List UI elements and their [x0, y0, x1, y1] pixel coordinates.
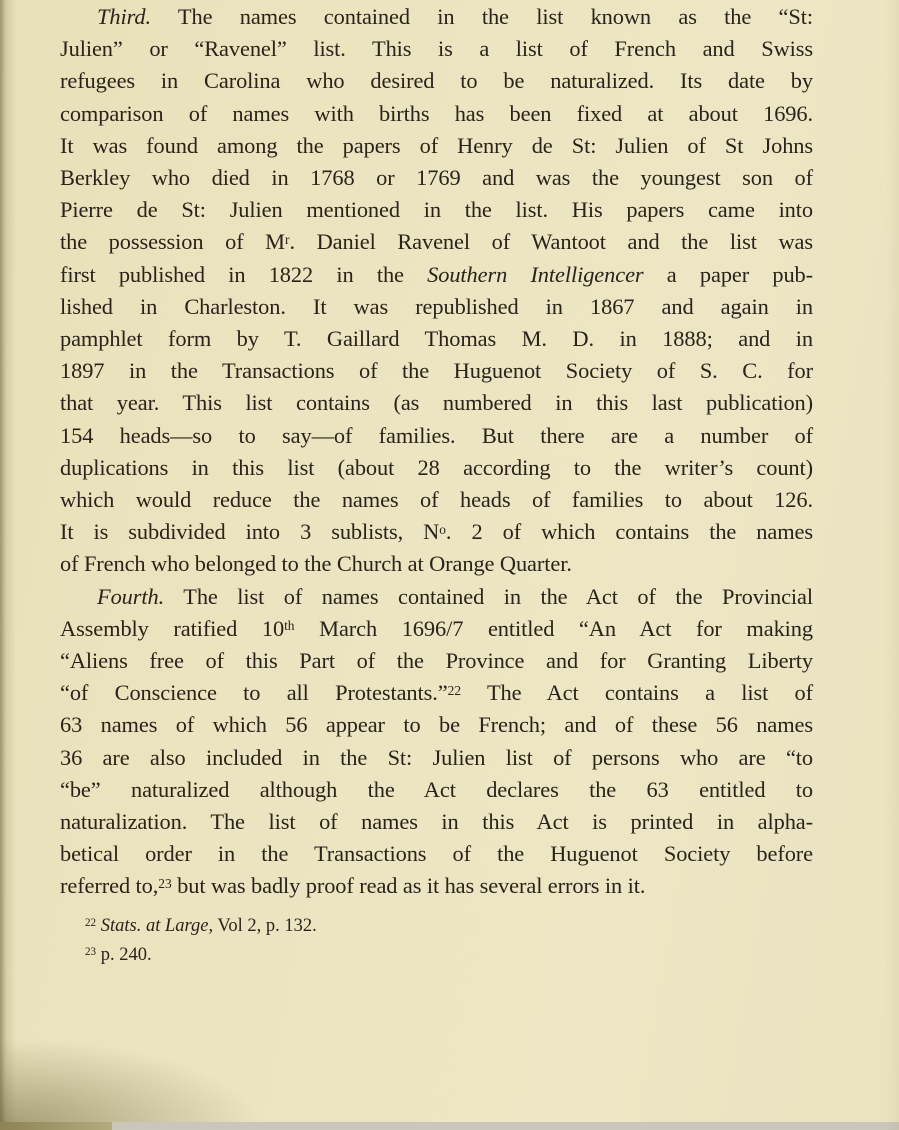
- text-line: [60, 548, 813, 580]
- text-segment: “be” naturalized although the Act declares the 63 entitled to: [60, 776, 813, 802]
- text-line: [60, 194, 813, 226]
- text-segment: refugees in Carolina who desired to be naturalized. Its date by: [60, 68, 813, 94]
- italic-text: Third.: [97, 4, 151, 29]
- text-line: [60, 130, 813, 162]
- text-line: [60, 98, 813, 130]
- text-segment: pamphlet form by T. Gaillard Thomas M. D. in 1888; and in: [60, 326, 813, 352]
- text-segment: naturalization. The list of names in this Act is printed in alpha-: [60, 809, 813, 835]
- text-segment: p. 240.: [96, 945, 152, 965]
- text-line: [60, 452, 813, 484]
- text-line: [60, 162, 813, 194]
- text-segment: duplications in this list (about 28 according to the writer’s count): [60, 454, 813, 480]
- text-line: [60, 645, 813, 677]
- superscript-text: r: [285, 231, 290, 247]
- text-line: [60, 870, 813, 902]
- text-segment: the possession of M: [60, 229, 285, 255]
- text-segment: Assembly ratified 10: [60, 615, 285, 641]
- text-segment: that year. This list contains (as numbered in this last publication): [60, 390, 813, 416]
- text-segment: The names contained in the list known as the “St:: [150, 4, 813, 29]
- text-segment: The list of names contained in the Act of the Provincial: [164, 583, 813, 609]
- text-segment: It is subdivided into 3 sublists, N: [60, 519, 440, 545]
- text-segment: lished in Charleston. It was republished in 1867 and again in: [60, 293, 813, 319]
- superscript-text: 23: [85, 946, 97, 959]
- text-line: [60, 742, 813, 774]
- text-line: [60, 323, 813, 355]
- footnote-line: [85, 941, 813, 970]
- text-segment: which would reduce the names of heads of families to about 126.: [60, 487, 813, 513]
- text-line: [60, 355, 813, 387]
- text-line: [60, 613, 813, 645]
- italic-text: Fourth.: [97, 583, 165, 609]
- page-right-edge-shade: [885, 0, 899, 1130]
- text-segment: of French who belonged to the Church at Orange Quarter.: [60, 551, 572, 577]
- text-segment: comparison of names with births has been fixed at about 1696.: [60, 100, 813, 126]
- page-spine-shadow: [0, 0, 16, 1130]
- text-line: [60, 581, 813, 613]
- text-line: [60, 677, 813, 709]
- superscript-text: 23: [158, 875, 172, 891]
- text-segment: 63 names of which 56 appear to be French; and of these 56 names: [60, 712, 813, 738]
- paragraph: [60, 1, 813, 581]
- superscript-text: 22: [85, 917, 97, 930]
- text-segment: a paper pub-: [643, 261, 814, 287]
- text-segment: referred to,: [60, 873, 159, 899]
- text-segment: March 1696/7 entitled “An Act for making: [294, 615, 813, 641]
- text-segment: “of Conscience to all Protestants.”: [60, 680, 448, 706]
- text-segment: Berkley who died in 1768 or 1769 and was the youngest son of: [60, 165, 813, 191]
- superscript-text: o: [439, 521, 446, 537]
- text-line: [60, 65, 813, 97]
- text-line: [60, 291, 813, 323]
- text-segment: , Vol 2, p. 132.: [208, 916, 317, 936]
- text-segment: but was badly proof read as it has several errors in it.: [171, 873, 646, 899]
- text-line: [60, 774, 813, 806]
- text-line: [60, 420, 813, 452]
- page-bottom-edge-dark: [0, 1122, 112, 1130]
- text-line: [60, 387, 813, 419]
- superscript-text: 22: [447, 682, 462, 698]
- text-segment: first published in 1822 in the: [60, 261, 428, 287]
- paragraph: [60, 581, 813, 903]
- text-segment: . 2 of which contains the names: [445, 519, 813, 545]
- text-line: [60, 806, 813, 838]
- text-line: [60, 259, 813, 291]
- text-segment: 154 heads—so to say—of families. But there are a number of: [60, 422, 813, 448]
- text-segment: The Act contains a list of: [461, 680, 813, 706]
- page-corner-vignette: [0, 1040, 260, 1130]
- italic-text: Stats. at Large: [100, 916, 209, 936]
- italic-text: Southern Intelligencer: [427, 261, 644, 287]
- text-segment: Julien” or “Ravenel” list. This is a list of French and Swiss: [60, 36, 813, 62]
- text-line: [60, 226, 813, 258]
- text-line: [60, 838, 813, 870]
- text-column: [60, 1, 813, 903]
- text-segment: . Daniel Ravenel of Wantoot and the list was: [289, 229, 813, 255]
- text-segment: It was found among the papers of Henry de St: Julien of St Johns: [60, 132, 813, 158]
- footnote-line: [85, 912, 813, 941]
- text-segment: Pierre de St: Julien mentioned in the list. His papers came into: [60, 197, 813, 223]
- text-line: [60, 33, 813, 65]
- text-segment: “Aliens free of this Part of the Province and for Granting Liberty: [60, 648, 813, 674]
- text-segment: betical order in the Transactions of the Huguenot Society before: [60, 841, 813, 867]
- text-line: [60, 516, 813, 548]
- superscript-text: th: [284, 618, 295, 634]
- page-bottom-edge: [112, 1122, 899, 1130]
- text-line: [60, 709, 813, 741]
- text-segment: 36 are also included in the St: Julien list of persons who are “to: [60, 744, 813, 770]
- text-line: [60, 484, 813, 516]
- text-line: [60, 1, 813, 33]
- text-segment: 1897 in the Transactions of the Huguenot Society of S. C. for: [60, 358, 813, 384]
- footnotes: [60, 912, 813, 970]
